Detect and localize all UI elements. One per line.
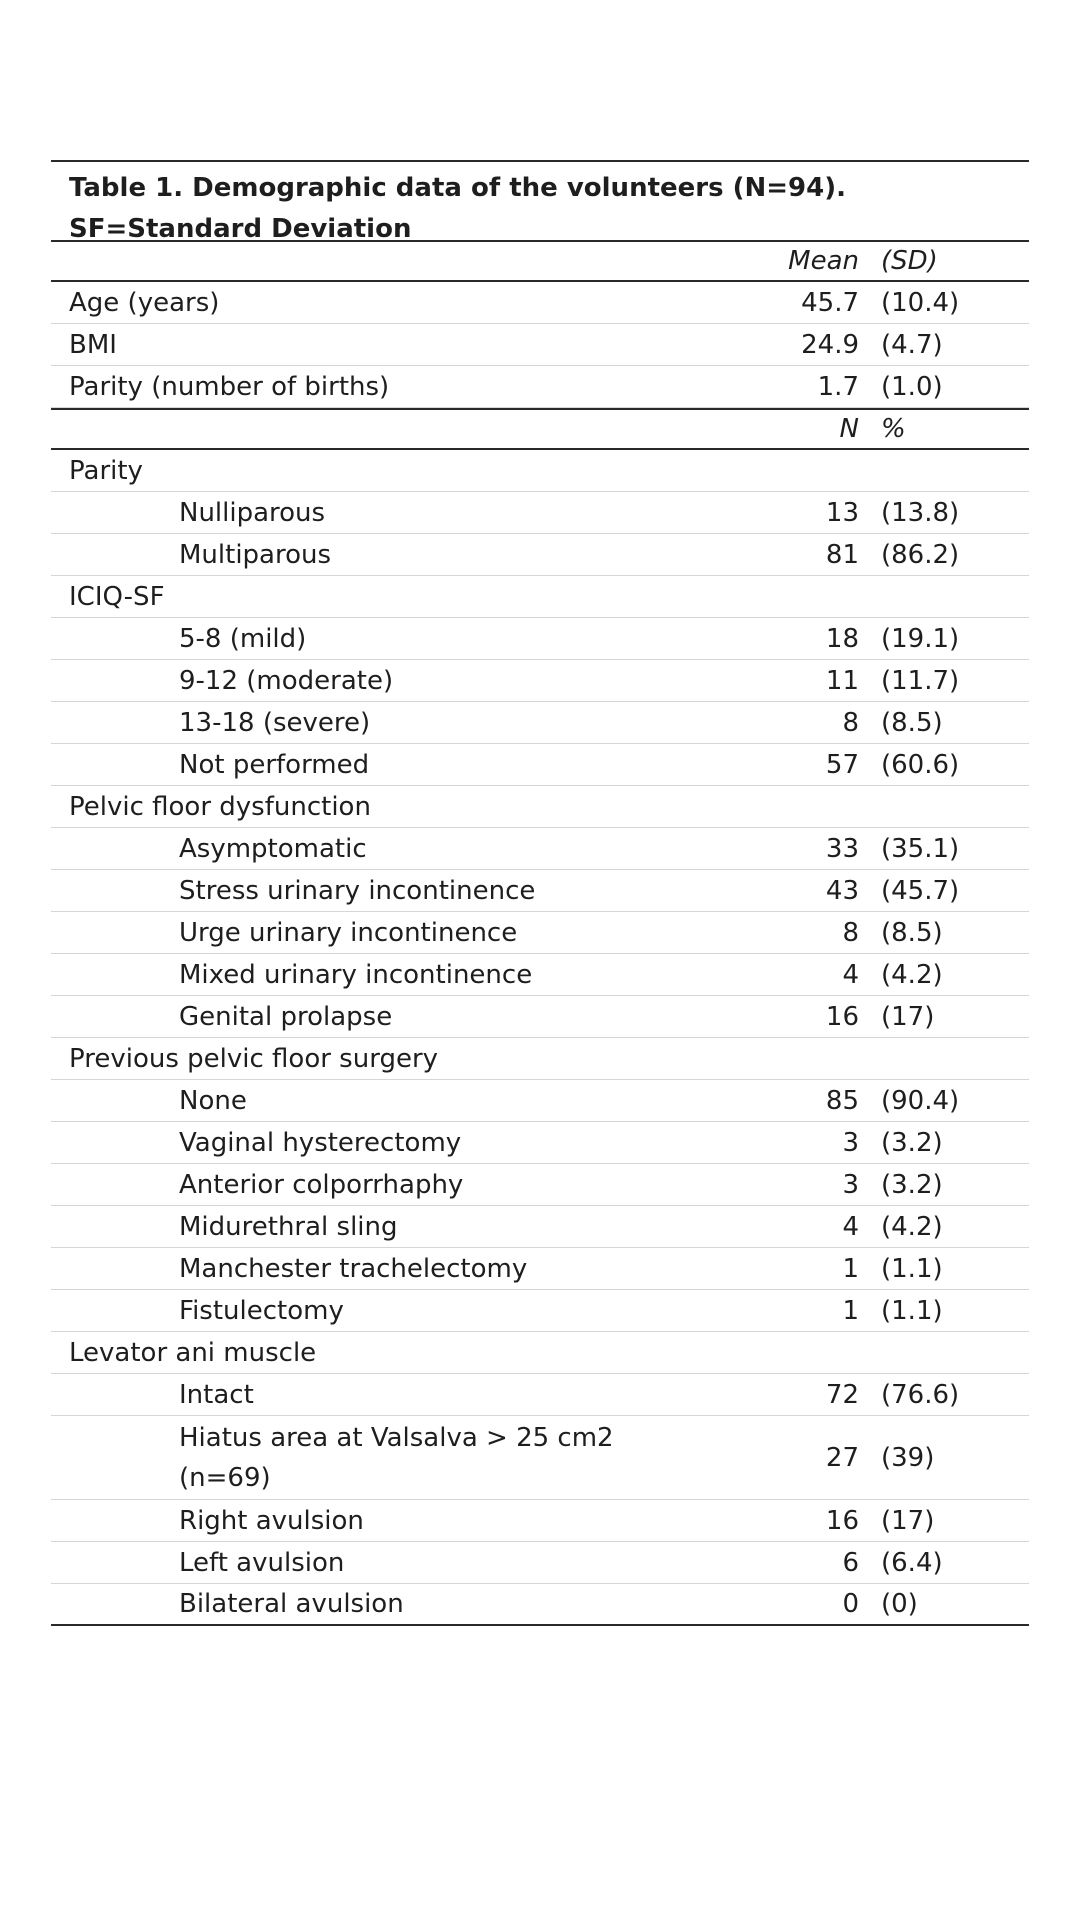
table-document (51, 160, 1029, 1626)
row-n: 27 (825, 1442, 859, 1473)
row-pct: (76.6) (881, 1379, 960, 1410)
row-label: Intact (179, 1379, 254, 1410)
row-n: 6 (842, 1547, 859, 1578)
row-n: 13 (825, 497, 859, 528)
row-label: 5-8 (mild) (179, 623, 307, 654)
row-sd: (4.7) (881, 329, 943, 360)
row-n: 16 (825, 1505, 859, 1536)
table-row (51, 912, 1029, 954)
table-row (51, 366, 1029, 408)
group-header-row (51, 576, 1029, 618)
row-pct: (1.1) (881, 1295, 943, 1326)
row-pct: (0) (881, 1589, 918, 1619)
row-pct: (90.4) (881, 1085, 960, 1116)
row-mean: 1.7 (817, 371, 859, 402)
row-n: 57 (825, 749, 859, 780)
row-pct: (60.6) (881, 749, 960, 780)
row-label: Stress urinary incontinence (179, 875, 536, 906)
row-label: Age (years) (69, 287, 220, 318)
table-row (51, 1542, 1029, 1584)
table-row (51, 744, 1029, 786)
row-pct: (35.1) (881, 833, 960, 864)
row-pct: (3.2) (881, 1169, 943, 1200)
row-label: Midurethral sling (179, 1211, 398, 1242)
group-label: Parity (69, 455, 143, 486)
row-n: 43 (825, 875, 859, 906)
row-mean: 45.7 (801, 287, 859, 318)
table-row (51, 282, 1029, 324)
table-row (51, 996, 1029, 1038)
row-pct: (86.2) (881, 539, 960, 570)
table-row (51, 1500, 1029, 1542)
table-row (51, 534, 1029, 576)
row-label: Bilateral avulsion (179, 1589, 404, 1619)
row-pct: (4.2) (881, 1211, 943, 1242)
sd-header: (SD) (881, 246, 938, 276)
pct-header: % (881, 414, 906, 444)
table-row (51, 1290, 1029, 1332)
row-label: None (179, 1085, 247, 1116)
row-pct: (13.8) (881, 497, 960, 528)
row-label: 9-12 (moderate) (179, 665, 394, 696)
table-row (51, 324, 1029, 366)
row-label: Urge urinary incontinence (179, 917, 518, 948)
row-label: BMI (69, 329, 117, 360)
group-header-row (51, 450, 1029, 492)
row-label: Manchester trachelectomy (179, 1253, 528, 1284)
table-row (51, 870, 1029, 912)
row-label: Not performed (179, 749, 370, 780)
row-pct: (1.1) (881, 1253, 943, 1284)
row-n: 11 (825, 665, 859, 696)
mean-header: Mean (788, 246, 859, 276)
row-n: 0 (842, 1589, 859, 1619)
row-n: 72 (825, 1379, 859, 1410)
row-pct: (17) (881, 1505, 935, 1536)
table-row (51, 828, 1029, 870)
table-row (51, 1416, 1029, 1500)
row-n: 3 (842, 1169, 859, 1200)
row-n: 8 (842, 707, 859, 738)
row-sd: (1.0) (881, 371, 943, 402)
row-pct: (17) (881, 1001, 935, 1032)
row-label: Anterior colporrhaphy (179, 1169, 464, 1200)
table-row (51, 660, 1029, 702)
row-n: 81 (825, 539, 859, 570)
row-n: 1 (842, 1253, 859, 1284)
row-pct: (45.7) (881, 875, 960, 906)
table-row (51, 1206, 1029, 1248)
row-label: 13-18 (severe) (179, 707, 371, 738)
table-row (51, 618, 1029, 660)
group-header-row (51, 1038, 1029, 1080)
table-row (51, 1164, 1029, 1206)
row-n: 8 (842, 917, 859, 948)
row-n: 18 (825, 623, 859, 654)
continuous-rows (51, 282, 1029, 408)
row-n: 85 (825, 1085, 859, 1116)
row-pct: (39) (881, 1442, 935, 1473)
row-n: 33 (825, 833, 859, 864)
row-label: Asymptomatic (179, 833, 367, 864)
table-row (51, 1248, 1029, 1290)
row-label: Nulliparous (179, 497, 326, 528)
table-row (51, 702, 1029, 744)
table-row (51, 492, 1029, 534)
row-pct: (6.4) (881, 1547, 943, 1578)
categorical-rows (51, 450, 1029, 1626)
row-label: Hiatus area at Valsalva > 25 cm2 (n=69) (179, 1422, 614, 1493)
row-n: 3 (842, 1127, 859, 1158)
row-n: 1 (842, 1295, 859, 1326)
row-label: Left avulsion (179, 1547, 345, 1578)
row-pct: (19.1) (881, 623, 960, 654)
table-row (51, 1374, 1029, 1416)
group-header-row (51, 1332, 1029, 1374)
row-label: Genital prolapse (179, 1001, 393, 1032)
row-pct: (4.2) (881, 959, 943, 990)
row-label: Mixed urinary incontinence (179, 959, 533, 990)
row-n: 16 (825, 1001, 859, 1032)
row-pct: (8.5) (881, 917, 943, 948)
row-n: 4 (842, 959, 859, 990)
row-pct: (8.5) (881, 707, 943, 738)
n-header: N (839, 414, 859, 444)
row-pct: (3.2) (881, 1127, 943, 1158)
table-row (51, 1080, 1029, 1122)
row-label: Right avulsion (179, 1505, 364, 1536)
row-label: Multiparous (179, 539, 332, 570)
row-mean: 24.9 (801, 329, 859, 360)
row-label: Parity (number of births) (69, 371, 390, 402)
group-label: ICIQ-SF (69, 581, 165, 612)
group-label: Pelvic floor dysfunction (69, 791, 371, 822)
group-label: Levator ani muscle (69, 1337, 317, 1368)
row-n: 4 (842, 1211, 859, 1242)
table-row (51, 1584, 1029, 1626)
table-row (51, 954, 1029, 996)
row-sd: (10.4) (881, 287, 960, 318)
table-row (51, 1122, 1029, 1164)
row-label: Vaginal hysterectomy (179, 1127, 462, 1158)
group-header-row (51, 786, 1029, 828)
table-title: Table 1. Demographic data of the volunteers (N=94). SF=Standard Deviation (51, 160, 1029, 240)
row-label: Fistulectomy (179, 1295, 344, 1326)
n-pct-header-row (51, 408, 1029, 450)
row-pct: (11.7) (881, 665, 960, 696)
group-label: Previous pelvic floor surgery (69, 1043, 439, 1074)
